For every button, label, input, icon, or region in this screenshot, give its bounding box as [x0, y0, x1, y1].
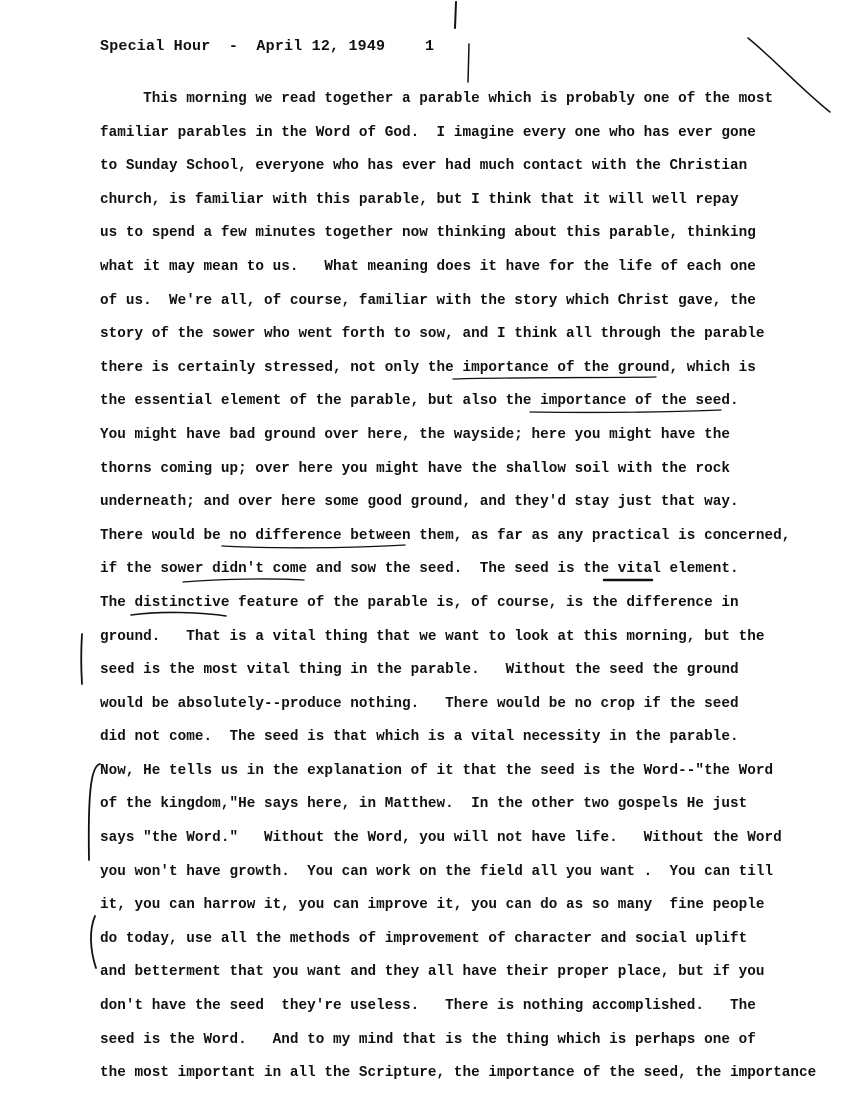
top-pen-stroke — [455, 2, 456, 28]
page-header: Special Hour - April 12, 1949 — [100, 38, 386, 55]
sermon-body-text — [100, 88, 820, 1096]
text-line: don't have the seed they're useless. There is nothing accomplished. The — [100, 998, 756, 1015]
top-pen-stroke — [468, 44, 469, 82]
text-line: if the sower didn't come and sow the seed. The seed is the vital element. — [100, 561, 739, 578]
text-line: says "the Word." Without the Word, you will not have life. Without the Word — [100, 830, 782, 847]
text-line: you won't have growth. You can work on the field all you want . You can till — [100, 863, 774, 880]
text-line: did not come. The seed is that which is a vital necessity in the parable. — [100, 729, 739, 746]
margin-bar — [81, 634, 82, 684]
text-line: You might have bad ground over here, the wayside; here you might have the — [100, 426, 730, 443]
text-line: This morning we read together a parable which is probably one of the most — [100, 91, 774, 107]
text-line: church, is familiar with this parable, but I think that it will well repay — [100, 191, 739, 208]
text-line: of us. We're all, of course, familiar with the story which Christ gave, the — [100, 292, 756, 309]
text-line: to Sunday School, everyone who has ever had much contact with the Christian — [100, 158, 748, 175]
text-line: and betterment that you want and they all have their proper place, but if you — [100, 964, 765, 981]
text-line: familiar parables in the Word of God. I imagine every one who has ever gone — [100, 124, 756, 141]
text-line: There would be no difference between them, as far as any practical is concerned, — [100, 527, 791, 544]
margin-bracket — [91, 916, 96, 968]
text-line: ground. That is a vital thing that we want to look at this morning, but the — [100, 628, 765, 645]
margin-bracket — [89, 764, 100, 860]
text-line: what it may mean to us. What meaning does it have for the life of each one — [100, 258, 756, 275]
text-line: underneath; and over here some good ground, and they'd stay just that way. — [100, 494, 739, 511]
text-line: thorns coming up; over here you might have the shallow soil with the rock — [100, 460, 730, 477]
text-line: seed is the most vital thing in the parable. Without the seed the ground — [100, 662, 739, 679]
text-line: us to spend a few minutes together now thinking about this parable, thinking — [100, 225, 756, 242]
text-line: the essential element of the parable, but also the importance of the seed. — [100, 393, 739, 410]
text-line: Now, He tells us in the explanation of it that the seed is the Word--"the Word — [100, 762, 774, 779]
text-line: of the kingdom,"He says here, in Matthew. In the other two gospels He just — [100, 796, 748, 813]
text-line: The distinctive feature of the parable is, of course, is the difference in — [100, 594, 739, 611]
text-line: there is certainly stressed, not only the importance of the ground, which is — [100, 359, 756, 376]
text-line: do today, use all the methods of improvement of character and social uplift — [100, 930, 748, 947]
text-line: would be absolutely--produce nothing. There would be no crop if the seed — [100, 695, 739, 712]
text-line: it, you can harrow it, you can improve it, you can do as so many fine people — [100, 897, 765, 914]
text-line: seed is the Word. And to my mind that is the thing which is perhaps one of — [100, 1031, 756, 1048]
page-number: 1 — [425, 38, 435, 55]
text-line: the most important in all the Scripture, the importance of the seed, the importance — [100, 1065, 817, 1082]
text-line: story of the sower who went forth to sow, and I think all through the parable — [100, 326, 765, 343]
